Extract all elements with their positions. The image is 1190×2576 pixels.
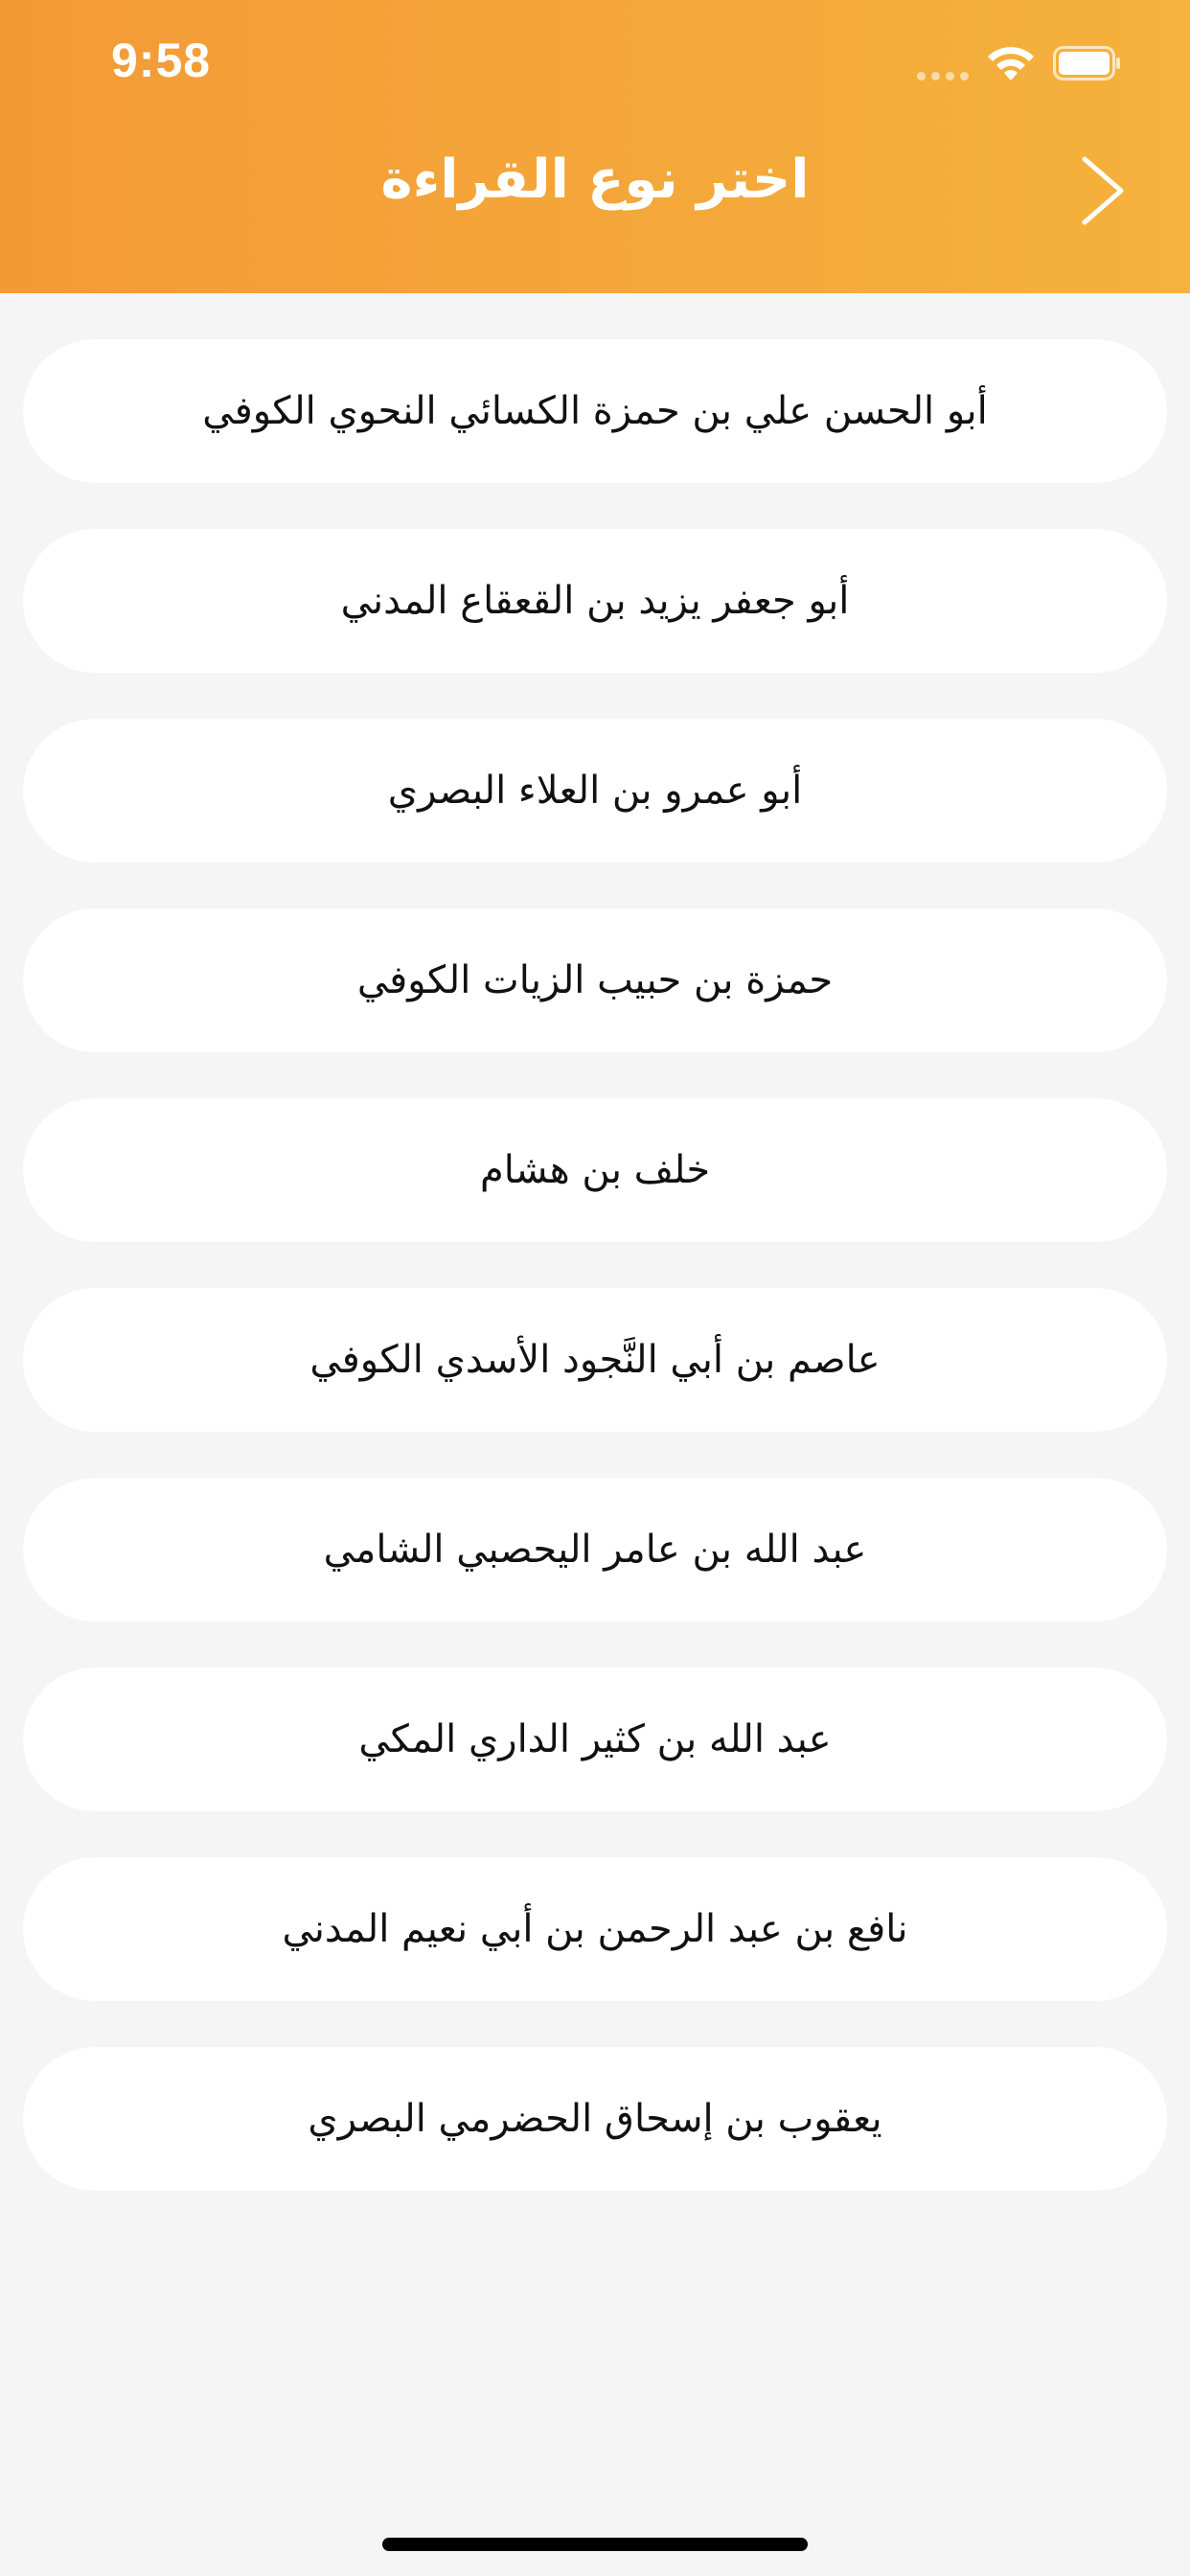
reader-label: حمزة بن حبيب الزيات الكوفي xyxy=(356,958,834,1002)
reader-label: أبو عمرو بن العلاء البصري xyxy=(387,769,803,813)
reader-list xyxy=(23,339,1167,2237)
reader-label: عاصم بن أبي النَّجود الأسدي الكوفي xyxy=(309,1338,881,1382)
battery-icon xyxy=(1053,46,1122,80)
reader-label: خلف بن هشام xyxy=(479,1148,711,1192)
cellular-signal-icon xyxy=(917,72,969,80)
list-item-reader[interactable] xyxy=(23,1478,1167,1622)
list-item-reader[interactable] xyxy=(23,1288,1167,1432)
list-item-reader[interactable] xyxy=(23,719,1167,862)
reader-label: نافع بن عبد الرحمن بن أبي نعيم المدني xyxy=(282,1907,908,1951)
back-chevron-icon[interactable] xyxy=(1073,153,1131,228)
status-time: 9:58 xyxy=(111,34,212,87)
wifi-icon xyxy=(985,42,1037,82)
reader-label: أبو الحسن علي بن حمزة الكسائي النحوي الكوفي xyxy=(202,389,988,433)
list-item-reader[interactable] xyxy=(23,1098,1167,1242)
list-item-reader[interactable] xyxy=(23,908,1167,1052)
list-item-reader[interactable] xyxy=(23,2047,1167,2191)
list-item-reader[interactable] xyxy=(23,529,1167,673)
list-item-reader[interactable] xyxy=(23,339,1167,483)
page-title: اختر نوع القراءة xyxy=(380,149,810,211)
header-bar xyxy=(0,0,1190,293)
reader-label: عبد الله بن كثير الداري المكي xyxy=(358,1717,832,1761)
list-item-reader[interactable] xyxy=(23,1857,1167,2001)
reader-label: يعقوب بن إسحاق الحضرمي البصري xyxy=(308,2097,882,2141)
reader-label: عبد الله بن عامر اليحصبي الشامي xyxy=(323,1528,867,1572)
reader-label: أبو جعفر يزيد بن القعقاع المدني xyxy=(340,579,850,623)
list-item-reader[interactable] xyxy=(23,1668,1167,1811)
home-indicator[interactable] xyxy=(382,2538,808,2551)
